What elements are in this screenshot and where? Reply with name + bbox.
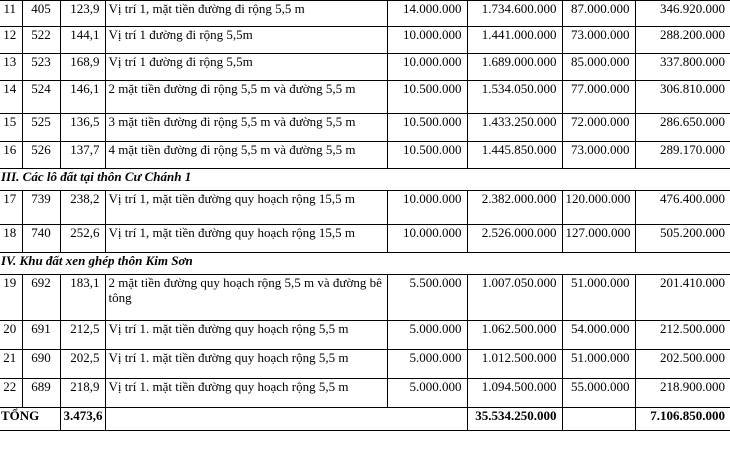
lot-number-cell: 19	[0, 275, 22, 321]
total-row	[0, 408, 730, 431]
parcel-number-cell: 522	[22, 27, 60, 54]
area-cell: 202,5	[60, 350, 105, 379]
deposit-cell: 51.000.000	[562, 275, 635, 321]
location-cell: 4 mặt tiền đường đi rộng 5,5 m và đường 5,5 m	[105, 142, 387, 169]
table-row	[0, 81, 730, 114]
amount-cell: 1.734.600.000	[467, 1, 562, 27]
starting-fee-cell: 346.920.000	[635, 1, 730, 27]
unit-price-cell: 10.500.000	[387, 81, 467, 114]
deposit-cell: 51.000.000	[562, 350, 635, 379]
deposit-cell: 72.000.000	[562, 114, 635, 142]
lot-number-cell: 11	[0, 1, 22, 27]
amount-cell: 1.094.500.000	[467, 379, 562, 408]
section-heading: III. Các lô đất tại thôn Cư Chánh 1	[0, 169, 730, 191]
unit-price-cell: 5.000.000	[387, 321, 467, 350]
unit-price-cell: 14.000.000	[387, 1, 467, 27]
area-cell: 183,1	[60, 275, 105, 321]
area-cell: 168,9	[60, 54, 105, 81]
starting-fee-cell: 201.410.000	[635, 275, 730, 321]
starting-fee-cell: 476.400.000	[635, 191, 730, 225]
lot-number-cell: 13	[0, 54, 22, 81]
area-cell: 212,5	[60, 321, 105, 350]
amount-cell: 1.433.250.000	[467, 114, 562, 142]
table-row	[0, 191, 730, 225]
area-cell: 218,9	[60, 379, 105, 408]
section-heading: IV. Khu đất xen ghép thôn Kim Sơn	[0, 253, 730, 275]
amount-cell: 2.382.000.000	[467, 191, 562, 225]
deposit-cell: 120.000.000	[562, 191, 635, 225]
amount-cell: 1.062.500.000	[467, 321, 562, 350]
unit-price-cell: 10.000.000	[387, 27, 467, 54]
amount-cell: 1.012.500.000	[467, 350, 562, 379]
amount-cell: 1.007.050.000	[467, 275, 562, 321]
location-cell: Vị trí 1, mặt tiền đường quy hoạch rộng 15,5 m	[105, 225, 387, 253]
deposit-cell: 127.000.000	[562, 225, 635, 253]
parcel-number-cell: 691	[22, 321, 60, 350]
area-cell: 137,7	[60, 142, 105, 169]
starting-fee-cell: 505.200.000	[635, 225, 730, 253]
lot-number-cell: 12	[0, 27, 22, 54]
total-starting-fee: 7.106.850.000	[635, 408, 730, 431]
location-cell: Vị trí 1. mặt tiền đường quy hoạch rộng 5,5 m	[105, 350, 387, 379]
parcel-number-cell: 740	[22, 225, 60, 253]
parcel-number-cell: 523	[22, 54, 60, 81]
location-cell: Vị trí 1. mặt tiền đường quy hoạch rộng 5,5 m	[105, 321, 387, 350]
starting-fee-cell: 289.170.000	[635, 142, 730, 169]
starting-fee-cell: 218.900.000	[635, 379, 730, 408]
amount-cell: 1.534.050.000	[467, 81, 562, 114]
total-amount: 35.534.250.000	[467, 408, 562, 431]
total-label: TỔNG	[0, 408, 60, 431]
total-area: 3.473,6	[60, 408, 105, 431]
area-cell: 252,6	[60, 225, 105, 253]
starting-fee-cell: 212.500.000	[635, 321, 730, 350]
starting-fee-cell: 286.650.000	[635, 114, 730, 142]
table-row	[0, 379, 730, 408]
table-row	[0, 114, 730, 142]
table-row	[0, 27, 730, 54]
location-cell: 3 mặt tiền đường đi rộng 5,5 m và đường 5,5 m	[105, 114, 387, 142]
table-row	[0, 142, 730, 169]
location-cell: Vị trí 1 đường đi rộng 5,5m	[105, 54, 387, 81]
deposit-cell: 77.000.000	[562, 81, 635, 114]
location-cell: Vị trí 1, mặt tiền đường đi rộng 5,5 m	[105, 1, 387, 27]
table-row	[0, 54, 730, 81]
unit-price-cell: 5.500.000	[387, 275, 467, 321]
unit-price-cell: 5.000.000	[387, 350, 467, 379]
table-body	[0, 1, 730, 431]
amount-cell: 2.526.000.000	[467, 225, 562, 253]
deposit-cell: 87.000.000	[562, 1, 635, 27]
unit-price-cell: 10.000.000	[387, 191, 467, 225]
total-empty-cell	[105, 408, 467, 431]
parcel-number-cell: 525	[22, 114, 60, 142]
amount-cell: 1.441.000.000	[467, 27, 562, 54]
starting-fee-cell: 288.200.000	[635, 27, 730, 54]
total-empty-cell	[562, 408, 635, 431]
lot-number-cell: 14	[0, 81, 22, 114]
unit-price-cell: 10.000.000	[387, 225, 467, 253]
area-cell: 136,5	[60, 114, 105, 142]
area-cell: 146,1	[60, 81, 105, 114]
lot-number-cell: 22	[0, 379, 22, 408]
lot-number-cell: 21	[0, 350, 22, 379]
table-row	[0, 321, 730, 350]
unit-price-cell: 10.500.000	[387, 114, 467, 142]
parcel-number-cell: 739	[22, 191, 60, 225]
location-cell: 2 mặt tiền đường quy hoạch rộng 5,5 m và đường bê tông	[105, 275, 387, 321]
section-row	[0, 253, 730, 275]
parcel-number-cell: 690	[22, 350, 60, 379]
lot-number-cell: 18	[0, 225, 22, 253]
lot-number-cell: 20	[0, 321, 22, 350]
deposit-cell: 73.000.000	[562, 142, 635, 169]
parcel-number-cell: 689	[22, 379, 60, 408]
parcel-number-cell: 526	[22, 142, 60, 169]
starting-fee-cell: 306.810.000	[635, 81, 730, 114]
table-row	[0, 225, 730, 253]
parcel-number-cell: 692	[22, 275, 60, 321]
unit-price-cell: 5.000.000	[387, 379, 467, 408]
unit-price-cell: 10.500.000	[387, 142, 467, 169]
table-row	[0, 1, 730, 27]
area-cell: 123,9	[60, 1, 105, 27]
location-cell: Vị trí 1. mặt tiền đường quy hoạch rộng 5,5 m	[105, 379, 387, 408]
deposit-cell: 73.000.000	[562, 27, 635, 54]
location-cell: Vị trí 1, mặt tiền đường quy hoạch rộng 15,5 m	[105, 191, 387, 225]
location-cell: 2 mặt tiền đường đi rộng 5,5 m và đường 5,5 m	[105, 81, 387, 114]
section-row	[0, 169, 730, 191]
parcel-number-cell: 405	[22, 1, 60, 27]
starting-fee-cell: 337.800.000	[635, 54, 730, 81]
lot-number-cell: 15	[0, 114, 22, 142]
parcel-number-cell: 524	[22, 81, 60, 114]
table-row	[0, 275, 730, 321]
amount-cell: 1.445.850.000	[467, 142, 562, 169]
deposit-cell: 54.000.000	[562, 321, 635, 350]
location-cell: Vị trí 1 đường đi rộng 5,5m	[105, 27, 387, 54]
deposit-cell: 55.000.000	[562, 379, 635, 408]
lot-number-cell: 17	[0, 191, 22, 225]
unit-price-cell: 10.000.000	[387, 54, 467, 81]
table-row	[0, 350, 730, 379]
amount-cell: 1.689.000.000	[467, 54, 562, 81]
starting-fee-cell: 202.500.000	[635, 350, 730, 379]
deposit-cell: 85.000.000	[562, 54, 635, 81]
lot-number-cell: 16	[0, 142, 22, 169]
area-cell: 238,2	[60, 191, 105, 225]
area-cell: 144,1	[60, 27, 105, 54]
